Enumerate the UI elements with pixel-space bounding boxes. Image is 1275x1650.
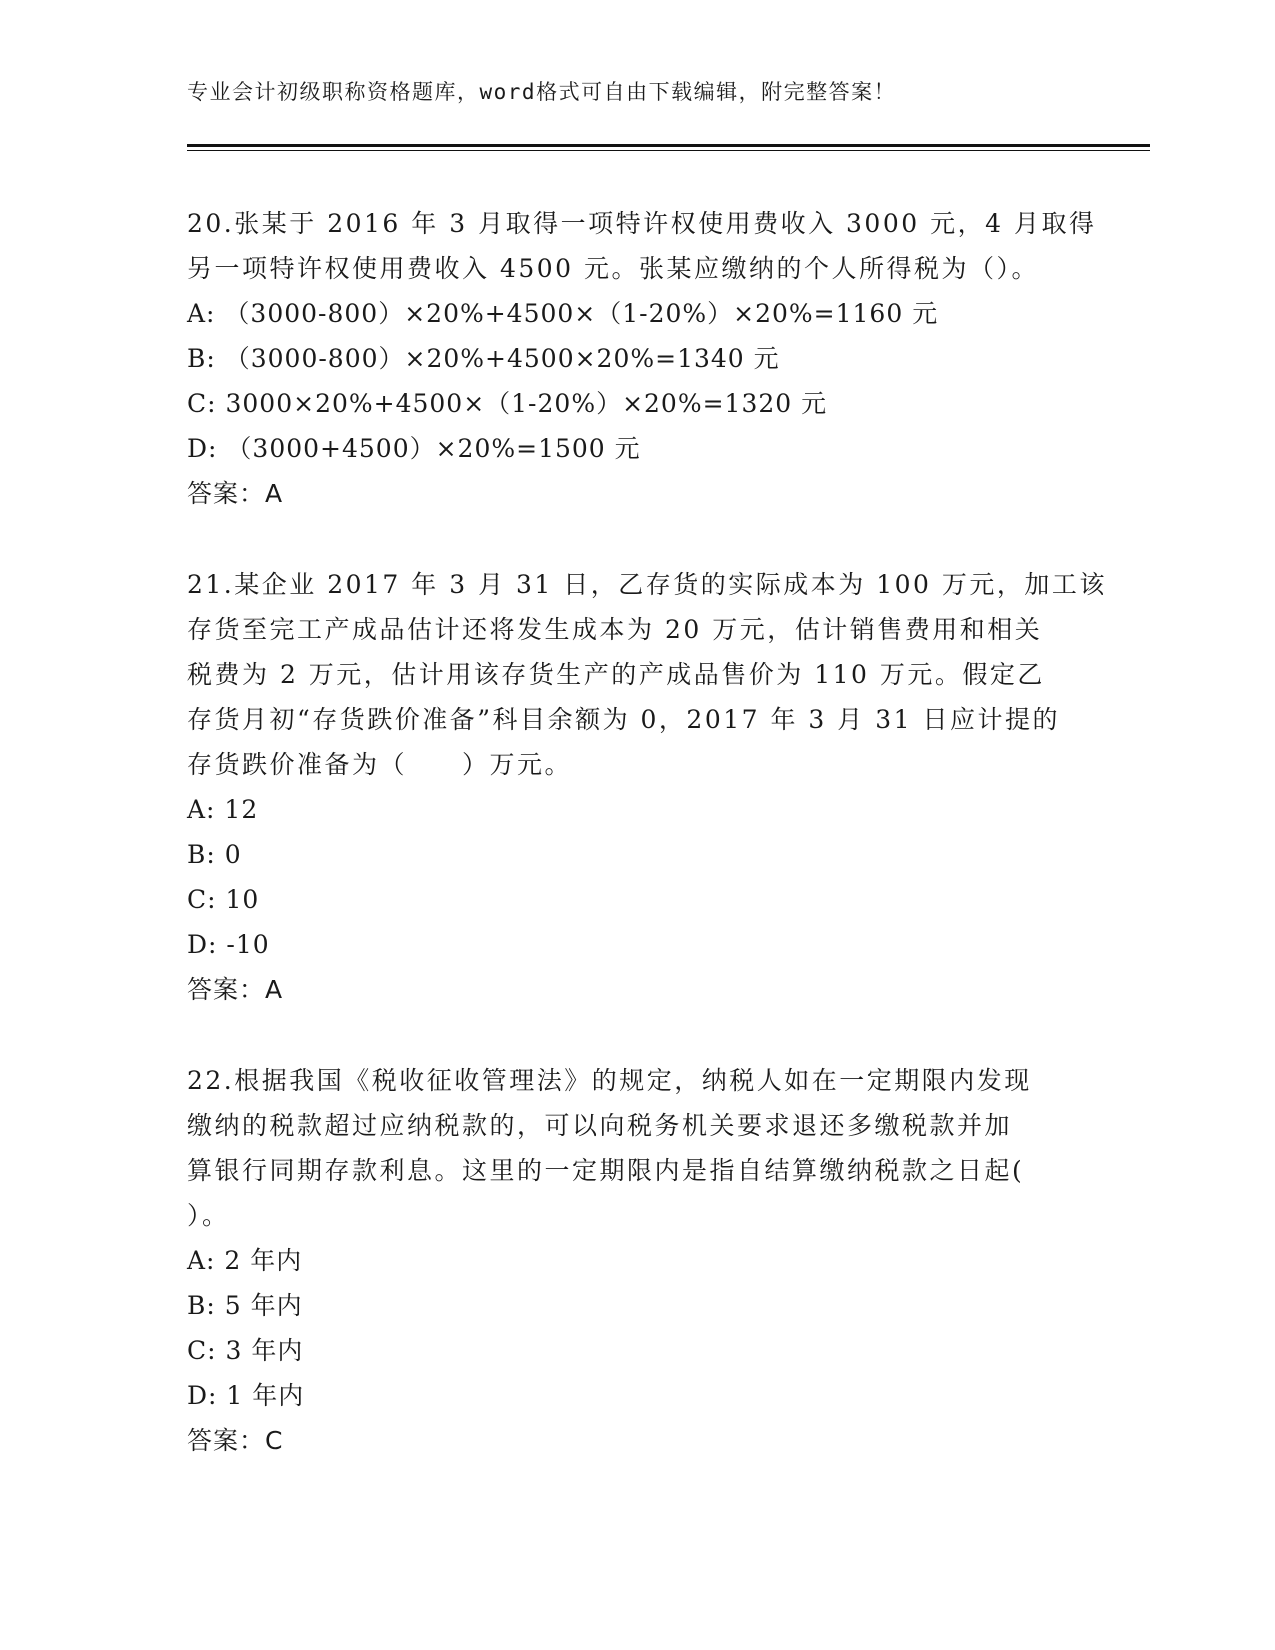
option-d: D: 1 年内 xyxy=(187,1381,305,1410)
question-21 xyxy=(187,562,1107,1012)
option-c: C: 3000×20%+4500×（1-20%）×20%=1320 元 xyxy=(187,389,828,418)
page-header: 专业会计初级职称资格题库，word格式可自由下载编辑，附完整答案！ xyxy=(187,80,897,104)
option-b: B: （3000-800）×20%+4500×20%=1340 元 xyxy=(187,344,780,373)
option-d: D: -10 xyxy=(187,930,270,959)
question-text-line: ）。 xyxy=(187,1201,230,1230)
option-a: A: （3000-800）×20%+4500×（1-20%）×20%=1160 元 xyxy=(187,299,939,328)
option-a: A: 2 年内 xyxy=(187,1246,303,1275)
answer: 答案：A xyxy=(187,479,284,508)
option-d: D: （3000+4500）×20%=1500 元 xyxy=(187,434,641,463)
answer: 答案：A xyxy=(187,975,284,1004)
header-rule-thin xyxy=(187,150,1150,151)
option-c: C: 3 年内 xyxy=(187,1336,304,1365)
question-text-line: 存货跌价准备为（ ）万元。 xyxy=(187,750,573,779)
question-text-line: 存货至完工产成品估计还将发生成本为 20 万元，估计销售费用和相关 xyxy=(187,615,1043,644)
option-c: C: 10 xyxy=(187,885,260,914)
question-20 xyxy=(187,201,1097,516)
option-a: A: 12 xyxy=(187,795,259,824)
question-text-line: 存货月初“存货跌价准备”科目余额为 0，2017 年 3 月 31 日应计提的 xyxy=(187,705,1060,734)
option-b: B: 5 年内 xyxy=(187,1291,303,1320)
question-text-line: 21.某企业 2017 年 3 月 31 日，乙存货的实际成本为 100 万元，加工该 xyxy=(187,570,1107,599)
question-text-line: 22.根据我国《税收征收管理法》的规定，纳税人如在一定期限内发现 xyxy=(187,1066,1032,1095)
question-22 xyxy=(187,1058,1067,1463)
option-b: B: 0 xyxy=(187,840,242,869)
question-text-line: 20.张某于 2016 年 3 月取得一项特许权使用费收入 3000 元，4 月取得 xyxy=(187,209,1097,238)
question-text-line: 缴纳的税款超过应纳税款的，可以向税务机关要求退还多缴税款并加 xyxy=(187,1111,1013,1140)
answer: 答案：C xyxy=(187,1426,284,1455)
question-text-line: 算银行同期存款利息。这里的一定期限内是指自结算缴纳税款之日起( xyxy=(187,1156,1025,1185)
question-text-line: 另一项特许权使用费收入 4500 元。张某应缴纳的个人所得税为（）。 xyxy=(187,254,1040,283)
header-rule-thick xyxy=(187,144,1150,147)
question-text-line: 税费为 2 万元，估计用该存货生产的产成品售价为 110 万元。假定乙 xyxy=(187,660,1045,689)
